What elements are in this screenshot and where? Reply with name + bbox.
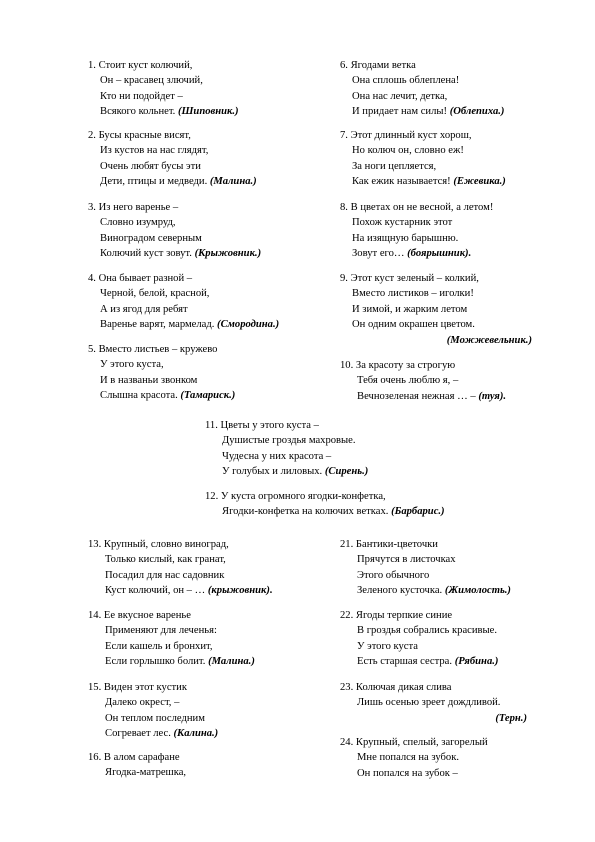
riddle-line: Ягодка-матрешка,	[105, 767, 187, 779]
riddle-line: Она сплошь облеплена!	[352, 75, 460, 87]
riddle-line: Он попался на зубок –	[357, 767, 458, 779]
riddle-line: Она бывает разной –	[98, 273, 193, 284]
riddle-13	[88, 537, 273, 599]
riddle-answer: (Жимолость.)	[444, 585, 511, 597]
riddle-answer: (Крыжовник.)	[194, 248, 262, 260]
riddle-answer: (Тамариск.)	[180, 390, 236, 402]
riddle-number: 11.	[205, 420, 218, 431]
riddle-answer: (Барбарис.)	[391, 506, 445, 518]
riddle-1	[88, 58, 239, 120]
riddle-line: Ее вкусное варенье	[103, 610, 191, 621]
riddle-line: На изящную барышню.	[352, 232, 459, 244]
riddle-answer: (туя).	[478, 390, 507, 402]
riddle-line: Варенье варят, мармелад.	[100, 319, 215, 331]
riddle-line: Как ежик называется!	[352, 176, 451, 188]
riddle-line: Колючий куст зовут.	[100, 248, 192, 260]
riddle-line: И придает нам силы!	[352, 106, 448, 118]
riddle-number: 6.	[340, 60, 348, 71]
riddle-3	[88, 200, 261, 262]
riddle-line: У этого куста	[357, 640, 418, 652]
riddle-line: Этого обычного	[357, 569, 430, 581]
riddle-line: Стоит куст колючий,	[98, 60, 193, 71]
riddle-number: 2.	[88, 130, 96, 141]
riddle-answer: (Ежевика.)	[453, 176, 506, 188]
riddle-16	[88, 750, 186, 781]
riddle-15	[88, 680, 218, 742]
riddle-number: 24.	[340, 737, 354, 748]
riddle-line: Цветы у этого куста –	[220, 420, 319, 431]
riddle-number: 22.	[340, 610, 354, 621]
riddle-22	[340, 608, 498, 670]
riddle-answer: (Смородина.)	[217, 319, 280, 331]
riddle-11	[205, 418, 368, 480]
riddle-line: Применяют для леченья:	[105, 625, 217, 637]
riddle-line: У этого куста,	[100, 359, 164, 371]
riddle-answer: (боярышник).	[407, 248, 472, 260]
riddle-answer: (Можжевельник.)	[446, 334, 532, 346]
riddle-line: В цветах он не весной, а летом!	[350, 202, 494, 213]
riddle-number: 9.	[340, 273, 348, 284]
riddle-line: Зеленого кусточка.	[357, 585, 443, 597]
riddle-number: 3.	[88, 202, 96, 213]
riddle-number: 1.	[88, 60, 96, 71]
riddle-line: Далеко окрест, –	[105, 697, 180, 709]
riddle-6	[340, 58, 504, 120]
riddle-number: 8.	[340, 202, 348, 213]
riddle-answer: (крыжовник).	[207, 585, 273, 597]
riddle-line: Кто ни подойдет –	[100, 90, 183, 102]
riddle-number: 13.	[88, 539, 102, 550]
riddle-line: За красоту за строгую	[355, 360, 456, 371]
riddle-line: В алом сарафане	[103, 752, 180, 763]
riddle-number: 10.	[340, 360, 354, 371]
riddle-line: Он одним окрашен цветом.	[352, 319, 475, 331]
riddle-line: Виден этот кустик	[103, 682, 187, 693]
riddle-line: Лишь осенью зреет дождливой.	[357, 697, 501, 709]
riddle-number: 23.	[340, 682, 354, 693]
riddle-line: Этот длинный куст хорош,	[350, 130, 472, 141]
riddle-line: Мне попался на зубок.	[357, 752, 460, 764]
riddle-number: 15.	[88, 682, 102, 693]
riddle-answer: (Терн.)	[495, 712, 527, 724]
riddle-line: Вместо листьев – кружево	[98, 344, 218, 355]
riddle-line: Очень любят бусы эти	[100, 160, 201, 172]
riddle-14	[88, 608, 255, 670]
riddle-answer: (Рябина.)	[454, 656, 499, 668]
riddle-line: Крупный, спелый, загорелый	[355, 737, 488, 748]
riddle-line: Душистые гроздья махровые.	[222, 435, 356, 447]
riddle-line: Посадил для нас садовник	[105, 569, 225, 581]
riddle-line: Ягодки-конфетка на колючих ветках.	[222, 506, 389, 518]
riddle-line: Бантики-цветочки	[355, 539, 438, 550]
riddle-line: У куста огромного ягодки-конфетка,	[220, 491, 386, 502]
riddle-line: Она нас лечит, детка,	[352, 90, 448, 102]
riddle-line: В гроздья собрались красивые.	[357, 625, 497, 637]
riddle-line: Крупный, словно виноград,	[103, 539, 229, 550]
riddle-answer: (Малина.)	[209, 176, 257, 188]
riddle-line: Ягодами ветка	[350, 60, 416, 71]
riddle-8	[340, 200, 493, 262]
riddle-line: Из кустов на нас глядят,	[100, 145, 209, 157]
riddle-line: А из ягод для ребят	[100, 303, 188, 315]
riddle-line: И в названьи звонком	[100, 374, 198, 386]
riddle-10	[340, 358, 506, 404]
riddle-answer: (Сирень.)	[324, 466, 369, 478]
riddle-24	[340, 735, 488, 781]
riddle-2	[88, 128, 257, 190]
riddle-number: 16.	[88, 752, 102, 763]
riddle-line: Вместо листиков – иголки!	[352, 288, 474, 300]
riddle-line: Чудесна у них красота –	[222, 450, 332, 462]
riddle-line: Бусы красные висят,	[98, 130, 191, 141]
riddle-21	[340, 537, 511, 599]
riddle-answer: (Малина.)	[208, 656, 255, 668]
riddle-line: Тебя очень люблю я, –	[357, 375, 459, 387]
riddle-line: Дети, птицы и медведи.	[100, 176, 208, 188]
riddle-line: Он теплом последним	[105, 712, 205, 724]
riddle-number: 14.	[88, 610, 102, 621]
riddle-line: Согревает лес.	[105, 728, 171, 740]
riddle-12	[205, 489, 445, 520]
riddle-23	[340, 680, 527, 726]
riddle-line: У голубых и лиловых.	[222, 466, 323, 478]
riddle-9	[340, 271, 532, 348]
riddle-7	[340, 128, 506, 190]
riddle-line: Только кислый, как гранат,	[105, 554, 226, 566]
riddle-line: Прячутся в листочках	[357, 554, 456, 566]
riddle-line: Словно изумруд,	[100, 217, 176, 229]
riddle-line: Ягоды терпкие синие	[355, 610, 453, 621]
riddle-line: Если кашель и бронхит,	[105, 640, 213, 652]
riddle-line: Куст колючий, он – …	[105, 585, 206, 597]
riddle-line: Есть старшая сестра.	[357, 656, 453, 668]
riddle-line: Но колюч он, словно еж!	[352, 145, 464, 157]
riddle-number: 12.	[205, 491, 219, 502]
riddle-line: Из него варенье –	[98, 202, 179, 213]
riddle-line: Похож кустарник этот	[352, 217, 453, 229]
riddle-line: Зовут его…	[352, 248, 405, 260]
riddle-5	[88, 342, 235, 404]
riddle-answer: (Облепиха.)	[449, 106, 505, 118]
riddle-4	[88, 271, 279, 333]
riddle-number: 21.	[340, 539, 354, 550]
riddle-answer: (Шиповник.)	[177, 106, 239, 118]
riddle-number: 7.	[340, 130, 348, 141]
riddle-answer: (Калина.)	[173, 728, 219, 740]
riddle-line: Вечнозеленая нежная … –	[357, 390, 476, 402]
riddle-line: Слышна красота.	[100, 390, 178, 402]
riddle-line: Всякого кольнет.	[100, 106, 176, 118]
riddle-line: Виноградом северным	[100, 232, 202, 244]
riddle-number: 4.	[88, 273, 96, 284]
riddle-line: Черной, белой, красной,	[100, 288, 210, 300]
riddle-line: И зимой, и жарким летом	[352, 303, 468, 315]
riddle-line: Этот куст зеленый – колкий,	[350, 273, 479, 284]
riddle-number: 5.	[88, 344, 96, 355]
riddle-line: За ноги цепляется,	[352, 160, 437, 172]
riddle-line: Колючая дикая слива	[355, 682, 452, 693]
riddle-line: Он – красавец злючий,	[100, 75, 203, 87]
riddle-line: Если горлышко болит.	[105, 656, 206, 668]
